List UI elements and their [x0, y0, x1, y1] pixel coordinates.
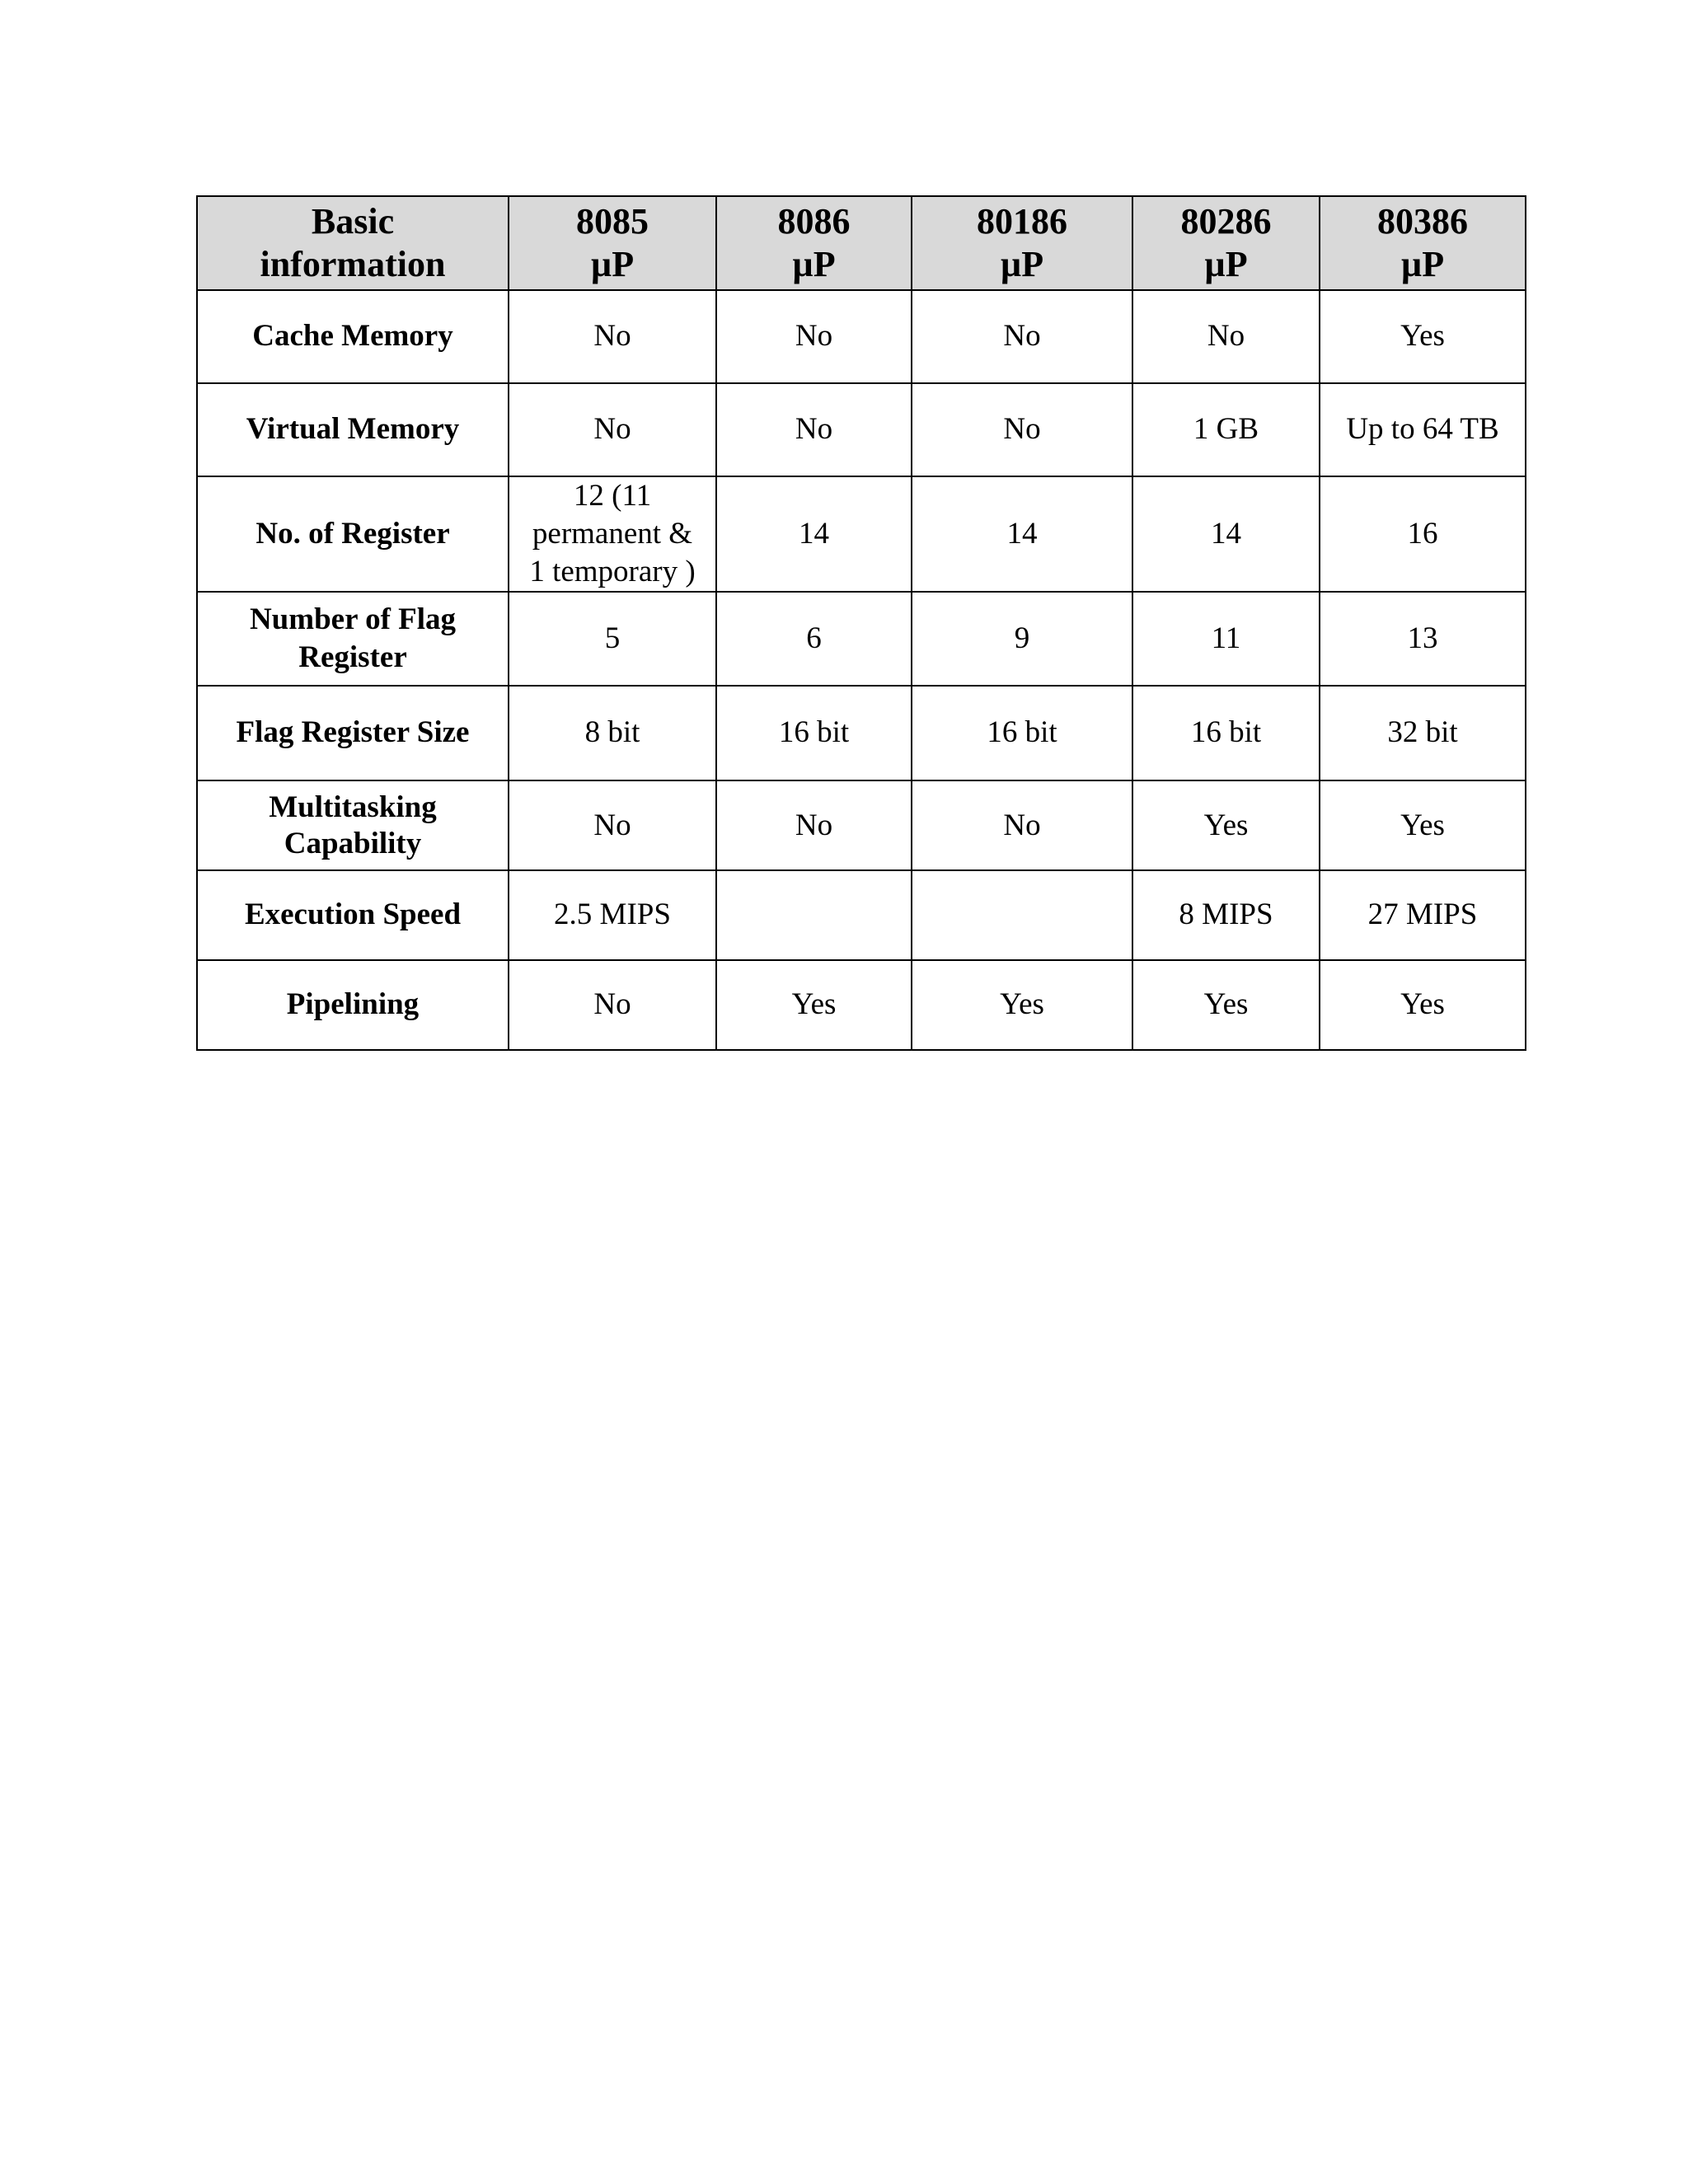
table-cell [1320, 960, 1526, 1050]
header-text: 80386 [1377, 201, 1468, 241]
table-row [197, 476, 1526, 592]
cell-text: 16 bit [987, 715, 1057, 750]
row-label-text: No. of Register [256, 517, 450, 551]
table-cell [509, 960, 716, 1050]
header-cell-8086 [716, 196, 912, 290]
header-text: µP [1000, 244, 1044, 284]
table-cell [509, 476, 716, 592]
cell-text: 13 [1407, 621, 1438, 655]
row-label-text: Register [298, 640, 407, 674]
table-cell [1320, 780, 1526, 870]
table-body [197, 290, 1526, 1050]
table-row [197, 686, 1526, 780]
table-cell [716, 960, 912, 1050]
cell-text: No [593, 412, 631, 447]
table-cell [509, 780, 716, 870]
cell-text: No [593, 808, 631, 842]
cell-text: Up to 64 TB [1346, 412, 1499, 447]
cell-text: 27 MIPS [1367, 898, 1478, 932]
table-row [197, 870, 1526, 960]
table-cell [1320, 870, 1526, 960]
table-cell [716, 592, 912, 686]
cell-text: 14 [1006, 517, 1038, 551]
cell-text: 16 bit [1190, 715, 1262, 750]
header-text: µP [1204, 244, 1248, 284]
header-cell-basic-information [197, 196, 509, 290]
table-cell [912, 780, 1132, 870]
table-row [197, 383, 1526, 476]
table-cell [1132, 960, 1320, 1050]
cell-text: No [593, 319, 631, 354]
header-text: µP [590, 244, 635, 284]
table-cell [716, 780, 912, 870]
table-cell [1132, 780, 1320, 870]
table-cell [912, 960, 1132, 1050]
row-label-cell [197, 960, 509, 1050]
cell-text: 1 temporary ) [529, 555, 696, 588]
cell-text: No [593, 987, 631, 1022]
cell-text: No [795, 808, 833, 842]
cell-text: Yes [1400, 319, 1445, 354]
microprocessor-comparison-table [196, 195, 1526, 1051]
header-text: 8085 [576, 201, 649, 241]
cell-text: permanent & [532, 517, 693, 551]
table-cell [1320, 592, 1526, 686]
table-cell [509, 290, 716, 383]
row-label-text: Pipelining [286, 987, 420, 1022]
table-row [197, 960, 1526, 1050]
table-row [197, 290, 1526, 383]
header-cell-8085 [509, 196, 716, 290]
cell-text: No [1003, 319, 1041, 354]
table-cell [912, 592, 1132, 686]
row-label-text: Cache Memory [252, 319, 453, 354]
table-cell [912, 290, 1132, 383]
cell-text: No [795, 319, 833, 354]
cell-text: 14 [799, 517, 829, 551]
header-text: 80186 [977, 201, 1067, 241]
cell-text: No [1207, 319, 1245, 354]
cell-text: Yes [1203, 987, 1249, 1022]
table-row [197, 592, 1526, 686]
table-cell [912, 686, 1132, 780]
table-header-row [197, 196, 1526, 290]
row-label-cell [197, 383, 509, 476]
row-label-cell [197, 592, 509, 686]
table-cell [1320, 476, 1526, 592]
cell-text: 6 [806, 621, 822, 655]
table-cell [1320, 290, 1526, 383]
table-cell [912, 870, 1132, 960]
cell-text: Yes [1400, 808, 1445, 842]
row-label-cell [197, 780, 509, 870]
row-label-text: Multitasking [269, 790, 437, 824]
header-text: information [260, 244, 446, 284]
row-label-cell [197, 290, 509, 383]
header-text: 8086 [777, 201, 851, 241]
cell-text: 5 [604, 621, 621, 655]
cell-text: 14 [1211, 517, 1241, 551]
table-cell [1320, 686, 1526, 780]
table-cell [1132, 476, 1320, 592]
table-cell [509, 686, 716, 780]
header-cell-80286 [1132, 196, 1320, 290]
table-cell [1132, 592, 1320, 686]
cell-text: Yes [1400, 987, 1445, 1022]
cell-text: 9 [1014, 621, 1030, 655]
cell-text: Yes [791, 987, 837, 1022]
table-cell [1132, 290, 1320, 383]
cell-text: No [1003, 412, 1041, 447]
table-cell [509, 870, 716, 960]
table-cell [912, 476, 1132, 592]
table-cell [509, 592, 716, 686]
table-row [197, 780, 1526, 870]
table-cell [509, 383, 716, 476]
header-text: 80286 [1180, 201, 1272, 241]
row-label-text: Number of Flag [249, 602, 457, 636]
cell-text: No [795, 412, 833, 447]
table-cell [716, 870, 912, 960]
cell-text: 32 bit [1387, 715, 1458, 750]
table-cell [716, 290, 912, 383]
table-cell [1320, 383, 1526, 476]
row-label-cell [197, 870, 509, 960]
table-cell [1132, 686, 1320, 780]
cell-text: 2.5 MIPS [554, 898, 671, 932]
cell-text: 11 [1211, 621, 1241, 655]
header-text: Basic [311, 201, 395, 241]
header-cell-80386 [1320, 196, 1526, 290]
cell-text: 16 [1407, 517, 1438, 551]
cell-text: Yes [1000, 987, 1044, 1022]
table-cell [716, 476, 912, 592]
table-cell [1132, 870, 1320, 960]
row-label-cell [197, 686, 509, 780]
cell-text: 16 bit [778, 715, 850, 750]
row-label-text: Execution Speed [244, 898, 462, 932]
cell-text: No [1003, 808, 1041, 842]
header-text: µP [1400, 244, 1445, 284]
table-cell [716, 686, 912, 780]
cell-text: 1 GB [1193, 412, 1259, 447]
cell-text: Yes [1203, 808, 1249, 842]
table-cell [912, 383, 1132, 476]
cell-text: 8 bit [584, 715, 640, 750]
header-text: µP [792, 244, 836, 284]
table-cell [716, 383, 912, 476]
row-label-text: Flag Register Size [236, 715, 470, 750]
row-label-cell [197, 476, 509, 592]
cell-text: 8 MIPS [1179, 898, 1273, 932]
cell-text: 12 (11 [573, 479, 652, 513]
row-label-text: Capability [284, 826, 422, 860]
header-cell-80186 [912, 196, 1132, 290]
row-label-text: Virtual Memory [246, 412, 460, 447]
table-cell [1132, 383, 1320, 476]
